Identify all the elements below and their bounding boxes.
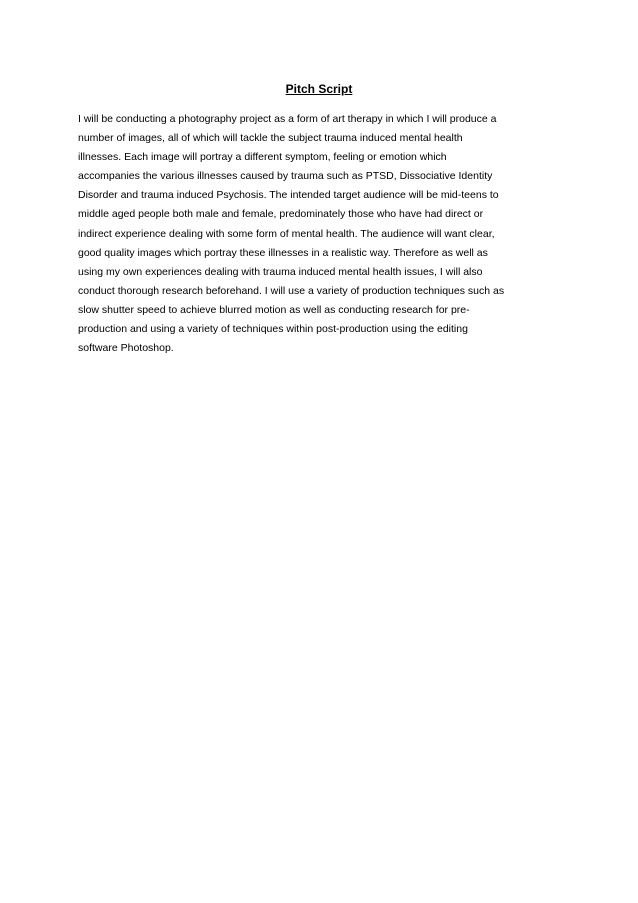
body-line: Disorder and trauma induced Psychosis. The intended target audience will be mid-teens to — [78, 189, 499, 202]
document-title: Pitch Script — [285, 82, 353, 96]
body-line: I will be conducting a photography project as a form of art therapy in which I will produce a — [78, 113, 497, 125]
document-body — [78, 110, 568, 358]
body-line: accompanies the various illnesses caused by trauma such as PTSD, Dissociative Identity — [78, 170, 493, 183]
body-line: middle aged people both male and female, predominately those who have had direct or — [78, 208, 484, 221]
body-line: using my own experiences dealing with trauma induced mental health issues, I will also — [78, 265, 483, 278]
body-line: slow shutter speed to achieve blurred motion as well as conducting research for pre- — [78, 303, 470, 316]
body-line: conduct thorough research beforehand. I will use a variety of production techniques such as — [78, 284, 505, 297]
body-line: software Photoshop. — [78, 342, 174, 355]
body-line: good quality images which portray these illnesses in a realistic way. Therefore as well as — [78, 246, 488, 259]
body-line: number of images, all of which will tackle the subject trauma induced mental health — [78, 132, 463, 145]
body-line: illnesses. Each image will portray a different symptom, feeling or emotion which — [78, 151, 447, 164]
body-line: indirect experience dealing with some form of mental health. The audience will want clear, — [78, 227, 495, 240]
body-line: production and using a variety of techniques within post-production using the editing — [78, 323, 468, 336]
